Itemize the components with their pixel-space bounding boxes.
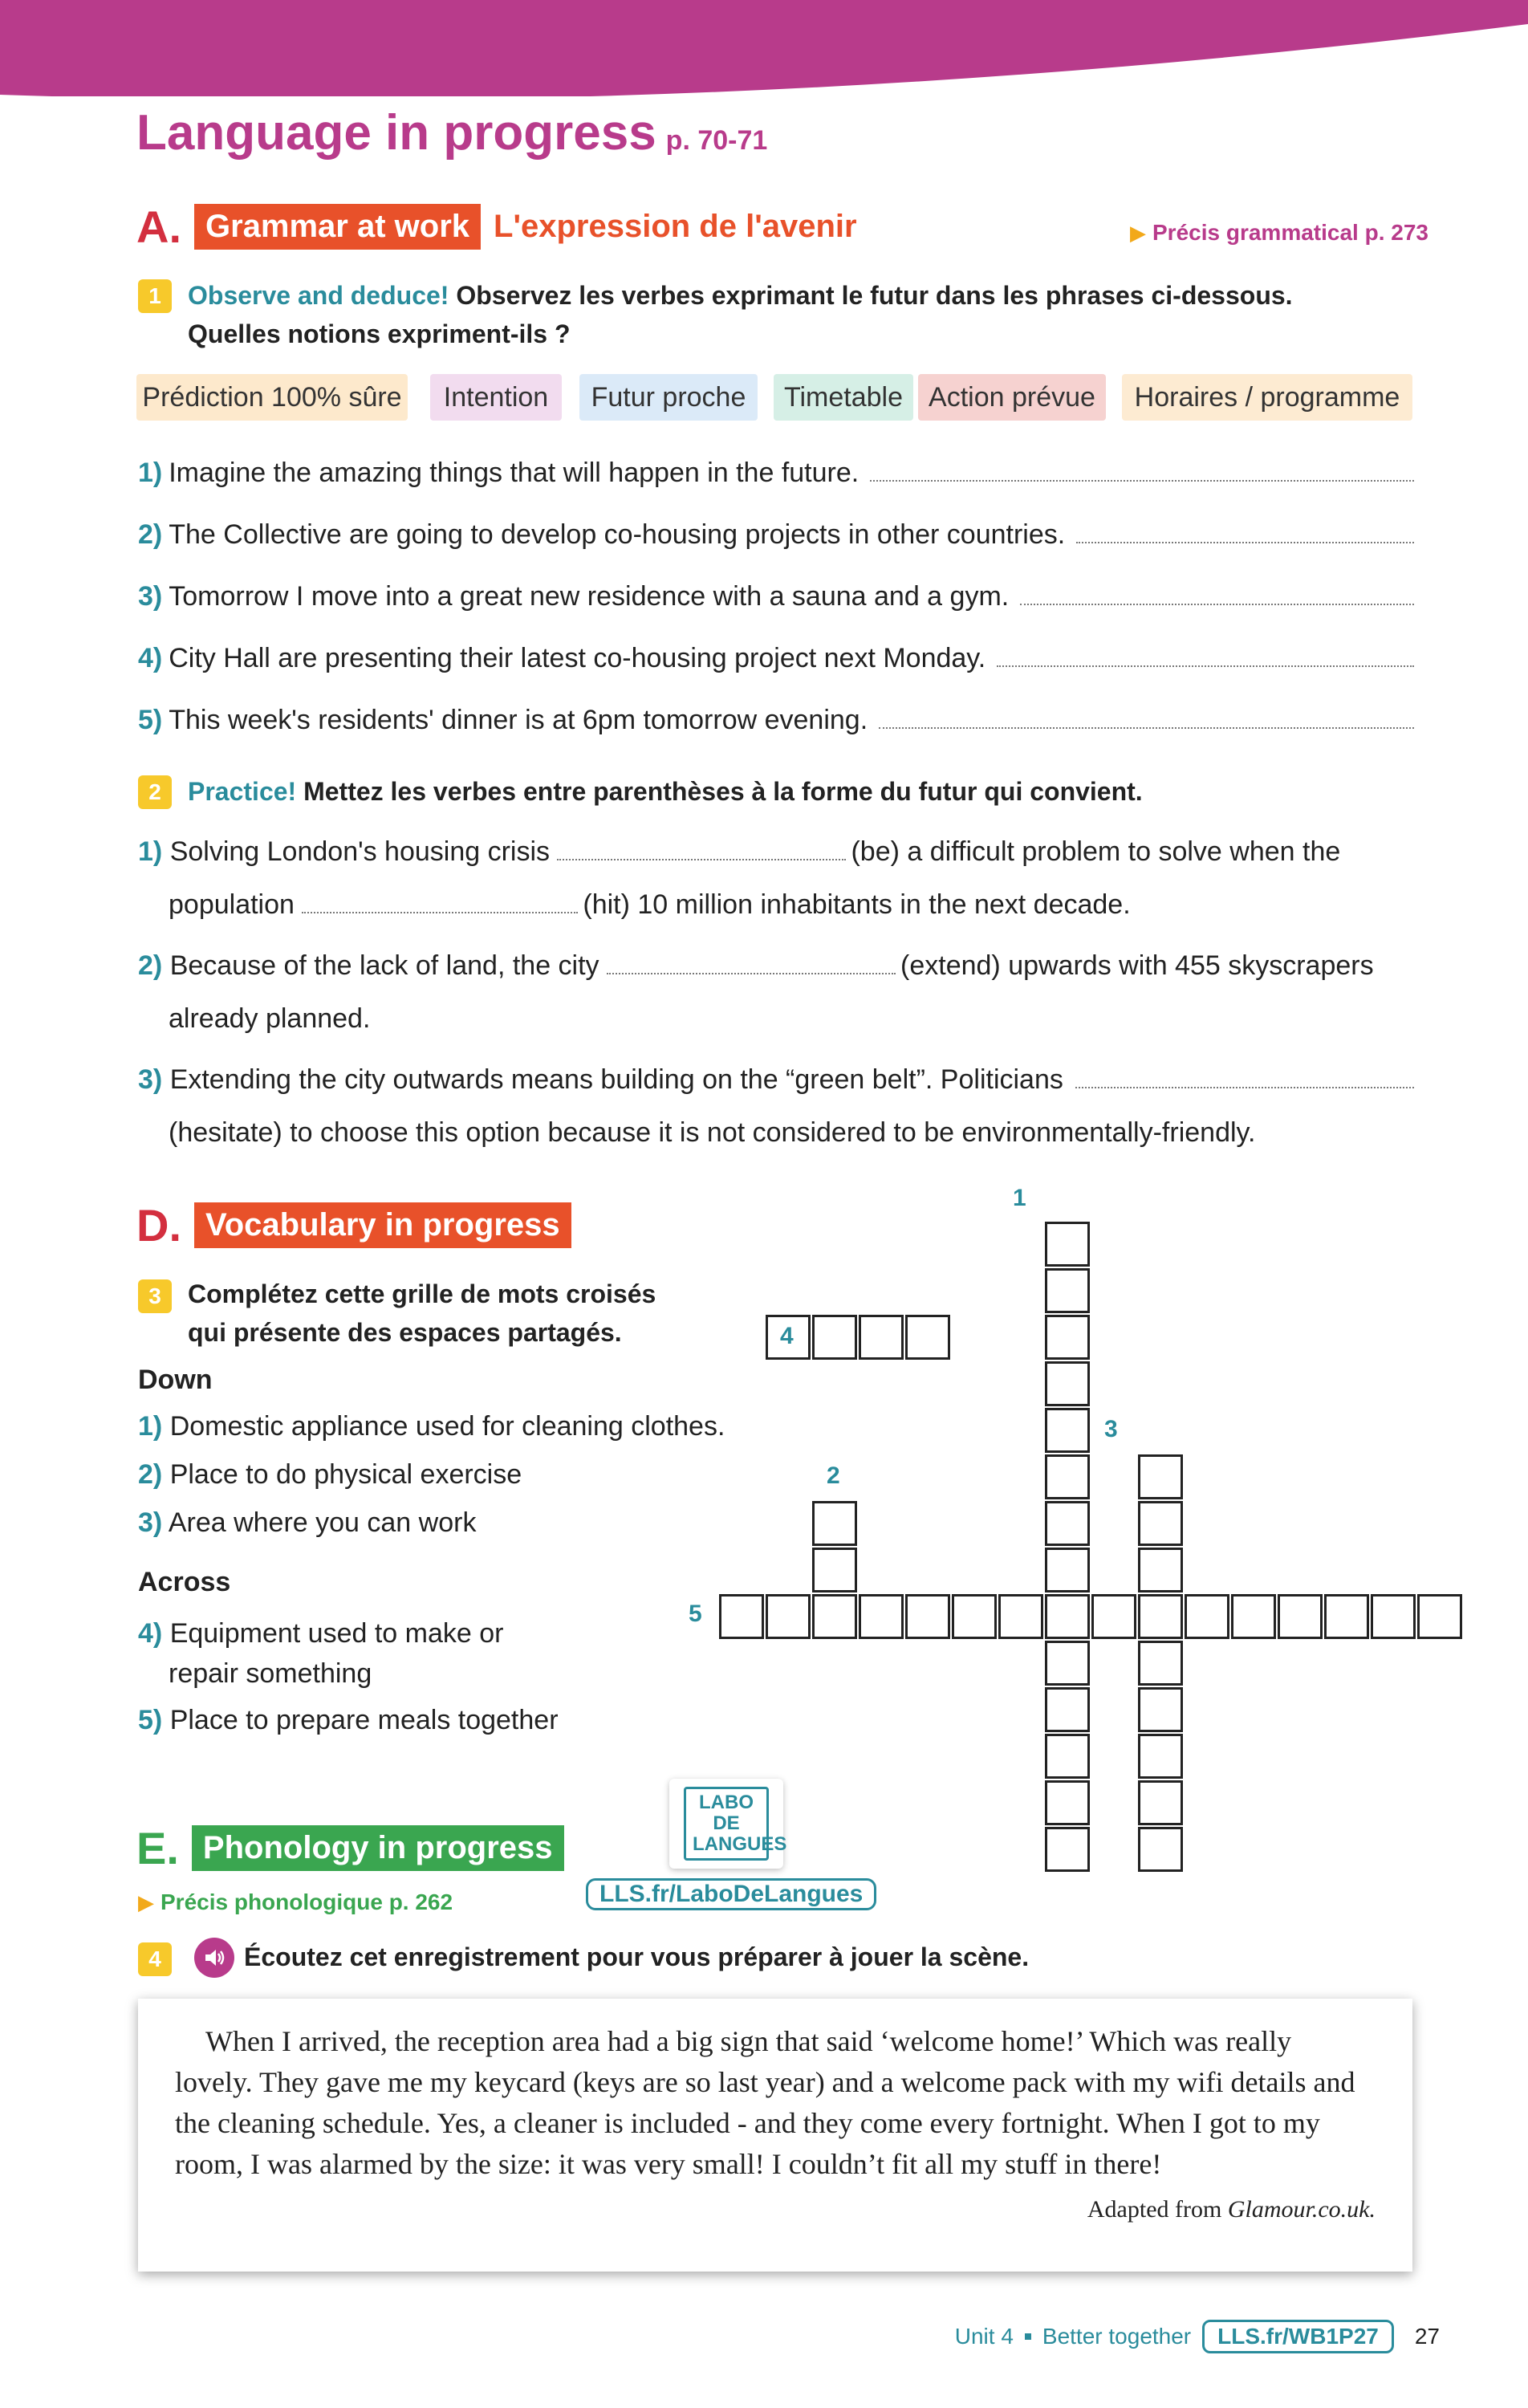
reading-text-box (138, 1999, 1412, 2272)
answer-blank[interactable] (879, 706, 1414, 729)
exercise-2-instruction (188, 772, 1143, 811)
category-pill: Intention (430, 374, 562, 421)
down-clue-3 (138, 1507, 476, 1539)
crossword-cell[interactable] (812, 1315, 857, 1360)
crossword-cell[interactable] (1185, 1594, 1229, 1639)
crossword-cell[interactable] (1231, 1594, 1276, 1639)
sentence-number: 2) (138, 519, 163, 550)
clue-text: Place to do physical exercise (169, 1459, 522, 1490)
crossword-number-4: 4 (780, 1323, 794, 1349)
exercise-4-instruction: Écoutez cet enregistrement pour vous préparer à jouer la scène. (244, 1942, 1030, 1971)
sentence-text: Imagine the amazing things that will happen in the future. (169, 458, 860, 488)
crossword-cell[interactable] (1138, 1594, 1183, 1639)
clue-number: 3) (138, 1507, 163, 1538)
labo-logo-text: LABO DE LANGUES (684, 1787, 769, 1861)
item-text: Solving London's housing crisis (169, 836, 551, 867)
clue-text: Domestic appliance used for cleaning clothes. (169, 1411, 725, 1442)
precis-phonologique-link[interactable] (138, 1889, 453, 1915)
sentence-text: This week's residents' dinner is at 6pm tomorrow evening. (169, 705, 868, 735)
category-pill: Futur proche (579, 374, 758, 421)
crossword-cell[interactable] (1045, 1501, 1090, 1546)
crossword-cell[interactable] (1045, 1361, 1090, 1406)
down-clue-2 (138, 1459, 522, 1491)
exercise-2-badge: 2 (138, 775, 172, 809)
item-number: 1) (138, 836, 163, 867)
phonology-in-progress-tag: Phonology in progress (192, 1825, 564, 1871)
item-text: Extending the city outwards means building on the “green belt”. Politicians (169, 1064, 1063, 1095)
exercise-1-text-line2: Quelles notions expriment-ils ? (188, 319, 571, 348)
item-text: (hesitate) to choose this option because it is not considered to be environmentally-friendly. (169, 1117, 1256, 1148)
section-e-letter: E. (136, 1823, 179, 1873)
section-a-subtitle: L'expression de l'avenir (494, 209, 857, 244)
crossword-cell[interactable] (1045, 1408, 1090, 1453)
footer-unit-title: Better together (1042, 2324, 1192, 2349)
across-clue-4 (138, 1613, 503, 1694)
clue-number: 4) (138, 1618, 163, 1649)
answer-blank[interactable] (302, 891, 578, 913)
crossword-number-2: 2 (827, 1462, 840, 1489)
source-citation (175, 2196, 1376, 2223)
crossword-cell[interactable] (719, 1594, 764, 1639)
item-number: 3) (138, 1064, 163, 1095)
labo-de-langues-link[interactable]: LLS.fr/LaboDeLangues (586, 1878, 876, 1910)
crossword-cell[interactable] (1138, 1548, 1183, 1592)
source-prefix: Adapted from (1087, 2196, 1222, 2223)
exercise-1-instruction (188, 276, 1424, 353)
clue-text: Equipment used to make or (169, 1618, 504, 1649)
crossword-cell[interactable] (1045, 1641, 1090, 1686)
crossword-cell[interactable] (1138, 1687, 1183, 1732)
crossword-cell[interactable] (859, 1594, 904, 1639)
section-a-header (136, 201, 857, 253)
clue-text: Area where you can work (168, 1507, 477, 1538)
crossword-cell[interactable] (1138, 1827, 1183, 1872)
clue-text: repair something (169, 1658, 372, 1689)
answer-blank[interactable] (1020, 583, 1414, 605)
category-pill: Horaires / programme (1122, 374, 1412, 421)
crossword-cell[interactable] (1045, 1734, 1090, 1779)
exercise-2-item-2 (138, 939, 1414, 1045)
section-d-header (136, 1199, 571, 1251)
item-text: population (169, 889, 295, 920)
audio-play-button[interactable] (194, 1938, 234, 1978)
page-title-text: Language in progress (136, 105, 656, 161)
crossword-cell[interactable] (1045, 1315, 1090, 1360)
crossword-cell[interactable] (1324, 1594, 1369, 1639)
crossword-cell[interactable] (812, 1594, 857, 1639)
page-footer (955, 2320, 1440, 2353)
vocabulary-in-progress-tag: Vocabulary in progress (194, 1202, 571, 1248)
exercise-2-item-1 (138, 825, 1414, 931)
exercise-3-instruction (188, 1275, 656, 1352)
clue-number: 1) (138, 1411, 163, 1442)
precis-grammatical-link[interactable] (1130, 220, 1428, 246)
sentence-row (138, 705, 1414, 736)
item-text: (extend) upwards with 455 skyscrapers (900, 950, 1374, 981)
item-text: (be) a difficult problem to solve when the (851, 836, 1341, 867)
down-clue-1 (138, 1411, 725, 1442)
exercise-2-item-3 (138, 1053, 1414, 1159)
crossword-cell[interactable] (1091, 1594, 1136, 1639)
sentence-row (138, 519, 1414, 551)
crossword-cell[interactable] (1138, 1734, 1183, 1779)
crossword-number-1: 1 (1013, 1185, 1026, 1211)
sentence-text: The Collective are going to develop co-housing projects in other countries. (169, 519, 1066, 550)
crossword-cell[interactable] (1138, 1454, 1183, 1499)
clue-text: Place to prepare meals together (169, 1705, 559, 1735)
answer-blank[interactable] (997, 645, 1414, 667)
exercise-1-badge: 1 (138, 279, 172, 313)
page-title (136, 104, 767, 161)
exercise-2-keyword: Practice! (188, 777, 297, 806)
category-pill: Timetable (774, 374, 913, 421)
item-text: Because of the lack of land, the city (169, 950, 599, 981)
crossword-cell[interactable] (812, 1501, 857, 1546)
sentence-text: Tomorrow I move into a great new residence with a sauna and a gym. (169, 581, 1010, 612)
crossword-cell[interactable] (905, 1594, 950, 1639)
crossword-cell[interactable] (1045, 1548, 1090, 1592)
precis-phonologique-text: Précis phonologique p. 262 (161, 1889, 453, 1914)
item-text: already planned. (169, 1003, 371, 1034)
crossword-cell[interactable] (1045, 1268, 1090, 1313)
crossword-cell[interactable] (1278, 1594, 1323, 1639)
footer-separator (1025, 2333, 1031, 2340)
exercise-1-text: Observez les verbes exprimant le futur dans les phrases ci-dessous. (456, 281, 1293, 310)
across-label: Across (138, 1567, 231, 1597)
precis-grammatical-text: Précis grammatical p. 273 (1152, 220, 1428, 245)
sentence-row (138, 643, 1414, 674)
crossword-number-3: 3 (1104, 1416, 1118, 1442)
answer-blank[interactable] (557, 838, 846, 860)
down-label: Down (138, 1365, 213, 1395)
crossword-cell[interactable] (1045, 1687, 1090, 1732)
section-e-header (136, 1822, 564, 1874)
crossword-cell[interactable] (859, 1315, 904, 1360)
sentence-number: 5) (138, 705, 163, 735)
answer-blank[interactable] (607, 952, 896, 974)
exercise-3-badge: 3 (138, 1279, 172, 1313)
play-triangle-icon: ▶ (138, 1890, 154, 1914)
crossword-cell[interactable] (1417, 1594, 1462, 1639)
page-reference: p. 70-71 (665, 125, 768, 156)
sentence-row (138, 458, 1414, 489)
reading-text: When I arrived, the reception area had a big sign that said ‘welcome home!’ Which was really lovely. They gave me my keycard (keys are so last year) and a welcome pack with my wifi details and the cleaning schedule. Yes, a cleaner is included - and they come every fortnight. When I got to my room, I was alarmed by the size: it was very small! I couldn’t fit all my stuff in there! (175, 2025, 1355, 2180)
labo-de-langues-logo (669, 1779, 787, 1869)
crossword-cell[interactable] (1045, 1827, 1090, 1872)
crossword-cell[interactable] (952, 1594, 997, 1639)
sentence-text: City Hall are presenting their latest co-housing project next Monday. (169, 643, 986, 673)
sentence-number: 1) (138, 458, 163, 488)
item-number: 2) (138, 950, 163, 981)
crossword-number-5: 5 (689, 1601, 702, 1627)
exercise-2-text: Mettez les verbes entre parenthèses à la forme du futur qui convient. (303, 777, 1143, 806)
sentence-number: 3) (138, 581, 163, 612)
footer-link[interactable]: LLS.fr/WB1P27 (1202, 2320, 1394, 2353)
exercise-1-keyword: Observe and deduce! (188, 281, 449, 310)
crossword-cell[interactable] (1138, 1501, 1183, 1546)
answer-blank[interactable] (1075, 1066, 1414, 1088)
crossword-cell[interactable] (766, 1594, 811, 1639)
crossword-cell[interactable] (1371, 1594, 1416, 1639)
source-name: Glamour.co.uk. (1227, 2196, 1376, 2223)
clue-number: 2) (138, 1459, 163, 1490)
sentence-row (138, 581, 1414, 612)
exercise-4-badge: 4 (138, 1942, 172, 1976)
answer-blank[interactable] (1076, 521, 1414, 543)
clue-number: 5) (138, 1705, 163, 1735)
footer-unit: Unit 4 (954, 2324, 1014, 2349)
grammar-at-work-tag: Grammar at work (194, 204, 481, 250)
crossword-cell[interactable] (1045, 1780, 1090, 1825)
crossword-cell[interactable] (812, 1548, 857, 1592)
section-a-letter: A. (136, 201, 181, 252)
crossword-cell[interactable] (1045, 1594, 1090, 1639)
sentence-number: 4) (138, 643, 163, 673)
exercise-3-text-line2: qui présente des espaces partagés. (188, 1318, 622, 1347)
crossword-cell[interactable] (998, 1594, 1043, 1639)
item-text: (hit) 10 million inhabitants in the next decade. (583, 889, 1131, 920)
category-pill: Action prévue (918, 374, 1106, 421)
crossword-cell[interactable] (1138, 1780, 1183, 1825)
across-clue-5 (138, 1705, 559, 1736)
crossword-cell[interactable] (905, 1315, 950, 1360)
speaker-icon (202, 1946, 226, 1970)
exercise-3-text: Complétez cette grille de mots croisés (188, 1279, 656, 1308)
play-triangle-icon: ▶ (1130, 221, 1146, 245)
answer-blank[interactable] (870, 459, 1414, 482)
top-banner (0, 0, 1528, 96)
crossword-cell[interactable] (1045, 1454, 1090, 1499)
crossword-cell[interactable] (1045, 1222, 1090, 1267)
crossword-cell[interactable] (1138, 1641, 1183, 1686)
category-pill: Prédiction 100% sûre (136, 374, 408, 421)
section-d-letter: D. (136, 1200, 181, 1251)
page-number: 27 (1414, 2324, 1440, 2349)
